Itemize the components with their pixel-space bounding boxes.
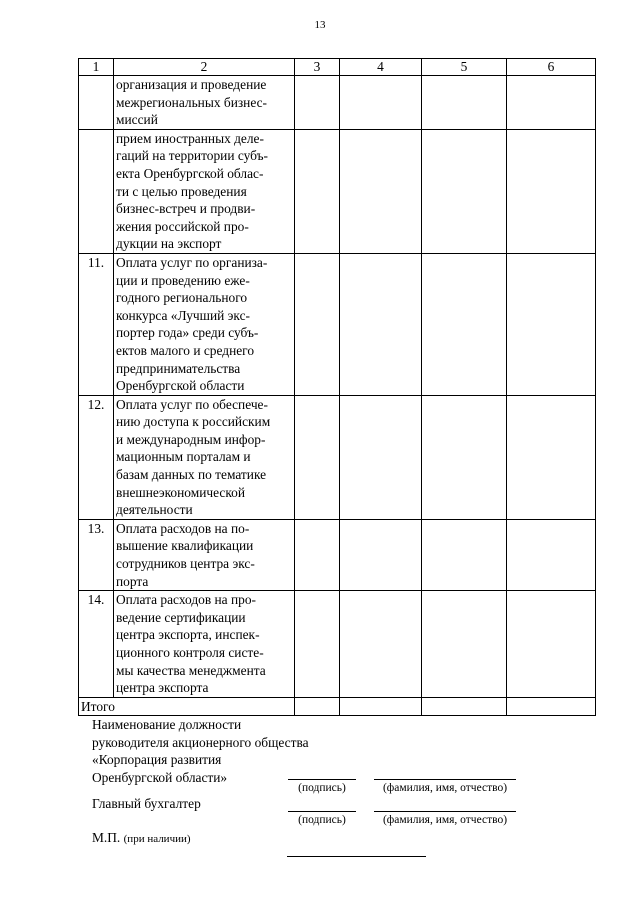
description-line: конкурса «Лучший экс- — [116, 307, 250, 323]
stamp-note: (при наличии) — [123, 833, 191, 845]
description-line: предпринимательства — [116, 360, 241, 376]
description-line: Оренбургской области — [116, 378, 245, 394]
empty-cell — [507, 76, 596, 130]
empty-cell — [340, 697, 422, 716]
empty-cell — [422, 395, 507, 519]
empty-cell — [295, 697, 340, 716]
description-line: миссий — [116, 112, 158, 128]
description-line: ционного контроля систе- — [116, 645, 264, 660]
position-line: Оренбургской области» — [92, 769, 228, 785]
row-description — [114, 129, 295, 253]
row-number: 12. — [79, 395, 114, 519]
description-line: годного регионального — [116, 290, 248, 306]
description-line: организация и проведение — [116, 77, 267, 92]
director-signature-line — [288, 779, 356, 780]
empty-cell — [295, 395, 340, 519]
column-header: 6 — [507, 59, 596, 76]
row-number: 14. — [79, 591, 114, 698]
empty-cell — [507, 591, 596, 698]
empty-cell — [340, 129, 422, 253]
column-header: 4 — [340, 59, 422, 76]
description-line: и международным инфор- — [116, 431, 266, 447]
description-line: Оплата расходов на про- — [116, 592, 256, 608]
chief-accountant-label: Главный бухгалтер — [92, 796, 201, 811]
page-number: 13 — [314, 19, 326, 31]
table-row — [79, 253, 596, 395]
empty-cell — [422, 129, 507, 253]
empty-cell — [340, 253, 422, 395]
description-line: мационным порталам и — [116, 449, 251, 465]
signature-caption: (подпись) — [298, 814, 346, 826]
description-line: центра экспорта, инспек- — [116, 627, 260, 643]
empty-cell — [295, 519, 340, 590]
description-line: внешнеэкономической — [116, 484, 246, 500]
position-line: «Корпорация развития — [92, 752, 222, 767]
description-line: вышение квалификации — [116, 538, 254, 554]
position-line: руководителя акционерного общества — [92, 734, 309, 750]
accountant-name-line — [374, 811, 516, 812]
empty-cell — [340, 76, 422, 130]
empty-cell — [295, 591, 340, 698]
empty-cell — [295, 76, 340, 130]
table-row — [79, 519, 596, 590]
signature-caption: (подпись) — [298, 782, 346, 794]
accountant-signature-line — [288, 811, 356, 812]
description-line: базам данных по тематике — [116, 467, 267, 483]
empty-cell — [507, 395, 596, 519]
row-description — [114, 253, 295, 395]
table-row — [79, 395, 596, 519]
table-row — [79, 76, 596, 130]
empty-cell — [422, 253, 507, 395]
empty-cell — [507, 129, 596, 253]
empty-cell — [422, 697, 507, 716]
row-description — [114, 591, 295, 698]
total-row — [79, 697, 596, 716]
description-line: прием иностранных деле- — [116, 130, 264, 146]
total-label: Итого — [79, 697, 295, 716]
description-line: мы качества менеджмента — [116, 662, 266, 678]
stamp-label — [92, 830, 191, 846]
description-line: дукции на экспорт — [116, 236, 222, 252]
name-caption: (фамилия, имя, отчество) — [382, 782, 508, 794]
description-line: Оплата услуг по организа- — [116, 254, 268, 270]
empty-cell — [507, 253, 596, 395]
stamp-text: М.П. — [92, 830, 121, 845]
table-row — [79, 591, 596, 698]
column-header: 1 — [79, 59, 114, 76]
description-line: Оплата услуг по обеспече- — [116, 396, 268, 412]
row-description — [114, 76, 295, 130]
director-name-line — [374, 779, 516, 780]
column-header: 3 — [295, 59, 340, 76]
stamp-line — [287, 856, 426, 857]
name-caption: (фамилия, имя, отчество) — [382, 814, 508, 826]
description-line: ти с целью проведения — [116, 183, 247, 199]
description-line: ектов малого и среднего — [116, 342, 255, 358]
description-line: гаций на территории субъ- — [116, 148, 268, 164]
expenses-table — [78, 58, 596, 716]
description-line: межрегиональных бизнес- — [116, 94, 267, 110]
table-row — [79, 129, 596, 253]
column-header: 5 — [422, 59, 507, 76]
empty-cell — [422, 519, 507, 590]
description-line: Оплата расходов на по- — [116, 520, 250, 536]
description-line: центра экспорта — [116, 680, 209, 696]
description-line: ведение сертификации — [116, 609, 246, 625]
empty-cell — [340, 519, 422, 590]
description-line: порта — [116, 573, 149, 589]
empty-cell — [295, 253, 340, 395]
row-number — [79, 76, 114, 130]
description-line: деятельности — [116, 502, 193, 518]
row-number: 11. — [79, 253, 114, 395]
empty-cell — [507, 519, 596, 590]
description-line: портер года» среди субъ- — [116, 325, 259, 341]
description-line: екта Оренбургской облас- — [116, 165, 264, 181]
empty-cell — [422, 76, 507, 130]
description-line: ции и проведению еже- — [116, 272, 250, 288]
empty-cell — [422, 591, 507, 698]
empty-cell — [340, 395, 422, 519]
description-line: жения российской про- — [116, 218, 249, 234]
footer-position-block — [92, 716, 309, 786]
empty-cell — [295, 129, 340, 253]
position-line: Наименование должности — [92, 717, 242, 732]
row-description — [114, 519, 295, 590]
description-line: бизнес-встреч и продви- — [116, 201, 256, 217]
empty-cell — [340, 591, 422, 698]
description-line: нию доступа к российским — [116, 414, 271, 430]
row-number — [79, 129, 114, 253]
description-line: сотрудников центра экс- — [116, 556, 255, 572]
empty-cell — [507, 697, 596, 716]
column-header: 2 — [114, 59, 295, 76]
row-description — [114, 395, 295, 519]
row-number: 13. — [79, 519, 114, 590]
table-header-row — [79, 59, 596, 76]
